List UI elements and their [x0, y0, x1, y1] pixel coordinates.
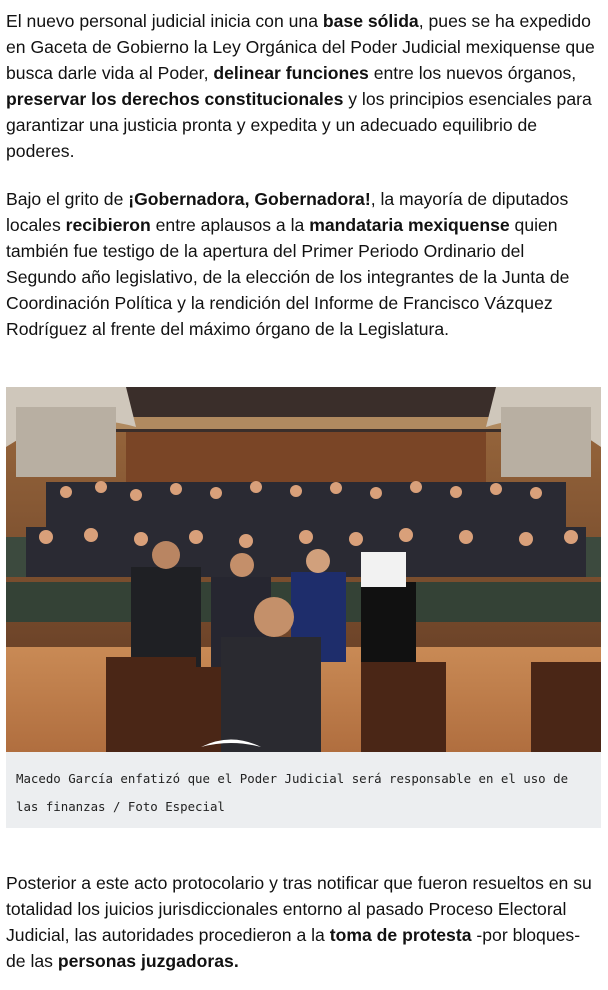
text-run: entre los nuevos órganos,: [368, 63, 577, 83]
text-run: entre aplausos a la: [150, 215, 310, 235]
bold-text: base sólida: [322, 11, 419, 31]
bold-text: preservar los derechos constitucionales: [6, 89, 344, 109]
bold-text: mandataria mexiquense: [309, 215, 510, 235]
caption-box: [6, 752, 601, 828]
bold-text: toma de protesta: [329, 925, 472, 945]
text-run: Bajo el grito de: [6, 189, 129, 209]
text-run: El nuevo personal judicial inicia con una: [6, 11, 323, 31]
paragraph-1: [6, 8, 596, 164]
article-figure: [6, 387, 601, 828]
bold-text: ¡Gobernadora, Gobernadora!: [128, 189, 371, 209]
text-run: Posterior a este acto protocolario y tras notificar que fueron resueltos en su totalidad los juicios jurisdiccionales entorno al pasado Proceso Electoral Judicial, las autoridades procedieron a la: [6, 873, 592, 945]
bold-text: personas juzgadoras.: [57, 951, 239, 971]
text-run: , la mayoría de diputados locales: [6, 189, 569, 235]
paragraph-3: [6, 870, 596, 974]
text-run: quien también fue testigo de la apertura del Primer Periodo Ordinario del Segundo año legislativo, de la elección de los integrantes de la Junta de Coordinación Política y la rendición del Informe de Francisco Vázquez Rodríguez al frente del máximo órgano de la Legislatura.: [6, 215, 570, 339]
text-run: , pues se ha expedido en Gaceta de Gobierno la Ley Orgánica del Poder Judicial mexiquense que busca darle vida al Poder,: [6, 11, 595, 83]
legislature-swearing-in-photo[interactable]: [6, 387, 601, 752]
bold-text: recibieron: [65, 215, 151, 235]
bold-text: delinear funciones: [213, 63, 369, 83]
text-run: y los principios esenciales para garantizar una justicia pronta y expedita y un adecuado equilibrio de poderes.: [6, 89, 592, 161]
photo-caption: Macedo García enfatizó que el Poder Judicial será responsable en el uso de las finanzas / Foto Especial: [16, 771, 569, 814]
text-run: -por bloques- de las: [6, 925, 581, 971]
paragraph-2: [6, 186, 596, 342]
